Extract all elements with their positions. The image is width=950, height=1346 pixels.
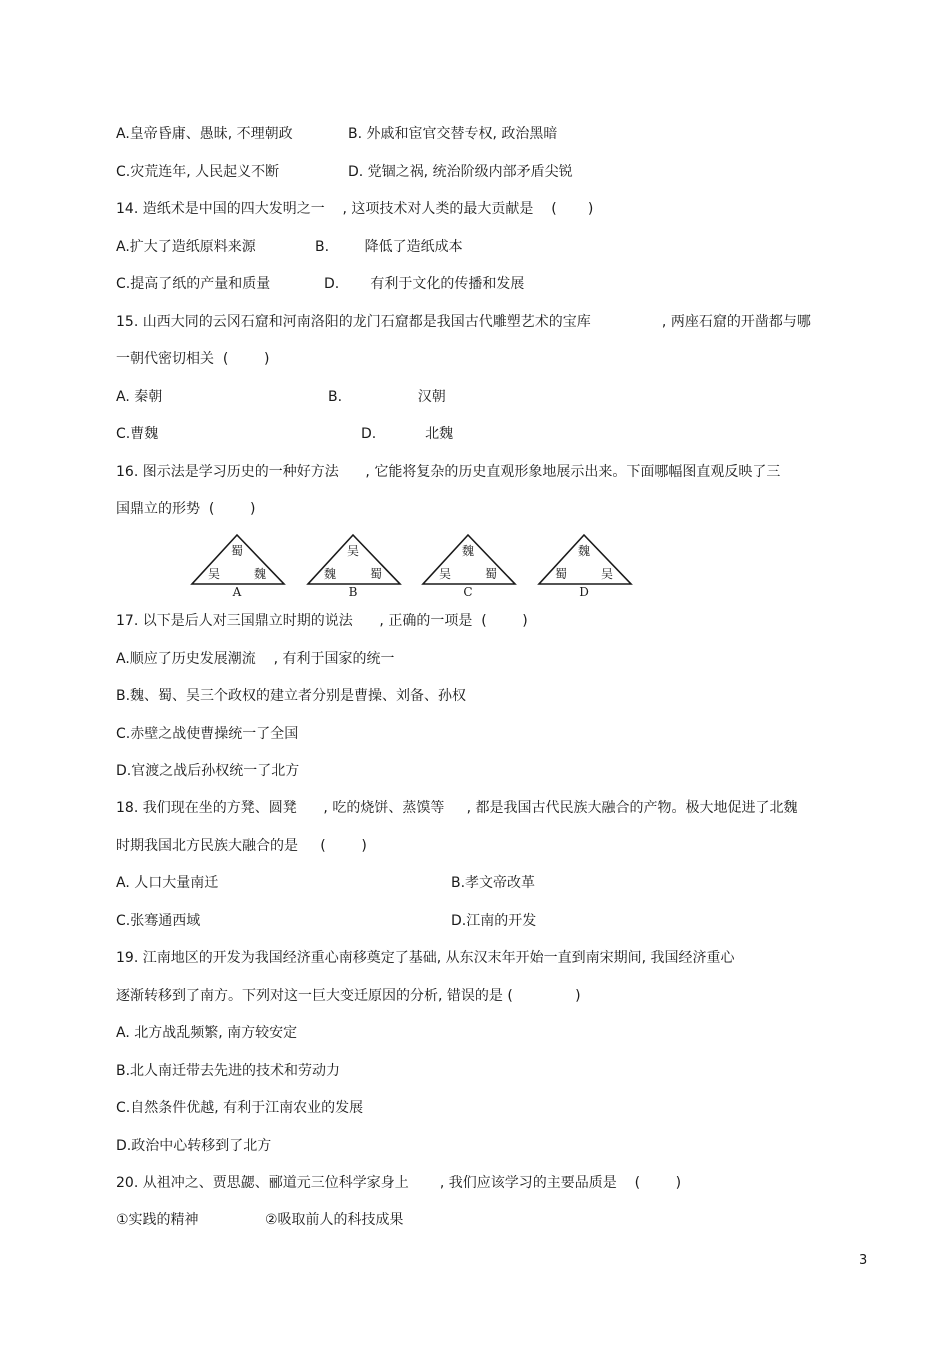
q20-item-2: ②吸取前人的科技成果: [265, 1212, 404, 1228]
three-kingdoms-triangle-diagrams: [190, 533, 640, 599]
triangle-b-top: 吴: [346, 544, 360, 558]
q16-stem-line1: 16. 图示法是学习历史的一种好方法 , 它能将复杂的历史直观形象地展示出来。下面哪幅图直观反映了三: [116, 464, 781, 480]
q17-stem: 17. 以下是后人对三国鼎立时期的说法 , 正确的一项是 ( ): [116, 613, 528, 629]
q15-option-b: B. 汉朝: [328, 389, 446, 405]
triangle-b-label: B: [348, 585, 358, 599]
q19-stem-line1: 19. 江南地区的开发为我国经济重心南移奠定了基础, 从东汉末年开始一直到南宋期间, 我国经济重心: [116, 950, 735, 966]
triangle-b-left: 魏: [323, 567, 337, 581]
triangle-option-a: [192, 535, 284, 599]
triangle-b-right: 蜀: [369, 567, 383, 581]
q19-option-d: D.政治中心转移到了北方: [116, 1138, 272, 1154]
triangle-c-top: 魏: [461, 544, 475, 558]
q19-option-b: B.北人南迁带去先进的技术和劳动力: [116, 1063, 341, 1079]
q16-stem-line2: 国鼎立的形势 ( ): [116, 501, 256, 517]
triangle-c-right: 蜀: [484, 567, 498, 581]
q14-option-d: D. 有利于文化的传播和发展: [324, 276, 525, 292]
page-number: 3: [859, 1253, 868, 1268]
q18-stem-line2: 时期我国北方民族大融合的是 ( ): [116, 838, 367, 854]
triangle-c-label: C: [463, 585, 473, 599]
triangle-option-b: [308, 535, 400, 599]
triangle-a-left: 吴: [207, 567, 221, 581]
q19-stem-line2: 逐渐转移到了南方。下列对这一巨大变迁原因的分析, 错误的是 ( ): [116, 988, 581, 1004]
triangle-a-label: A: [232, 585, 242, 599]
triangle-a-top: 蜀: [230, 544, 244, 558]
triangle-d-left: 蜀: [554, 567, 568, 581]
q18-option-a: A. 人口大量南迁: [116, 875, 219, 891]
triangle-option-c: [423, 535, 515, 599]
triangle-option-d: [539, 535, 631, 599]
q14-option-c: C.提高了纸的产量和质量: [116, 276, 271, 292]
q13-option-c: C.灾荒连年, 人民起义不断: [116, 164, 280, 180]
q19-option-a: A. 北方战乱频繁, 南方较安定: [116, 1025, 298, 1041]
q18-option-d: D.江南的开发: [451, 913, 537, 929]
q18-stem-line1: 18. 我们现在坐的方凳、圆凳 , 吃的烧饼、蒸馍等 , 都是我国古代民族大融合的产物。极大地促进了北魏: [116, 800, 798, 816]
q20-item-1: ①实践的精神: [116, 1212, 199, 1228]
q15-option-c: C.曹魏: [116, 426, 159, 442]
q14-stem: 14. 造纸术是中国的四大发明之一 , 这项技术对人类的最大贡献是 ( ): [116, 201, 594, 217]
q17-option-d: D.官渡之战后孙权统一了北方: [116, 763, 300, 779]
q14-option-b: B. 降低了造纸成本: [315, 239, 463, 255]
q19-option-c: C.自然条件优越, 有利于江南农业的发展: [116, 1100, 364, 1116]
q13-option-d: D. 党锢之祸, 统治阶级内部矛盾尖锐: [348, 164, 573, 180]
q15-option-a: A. 秦朝: [116, 389, 163, 405]
triangle-d-top: 魏: [577, 544, 591, 558]
triangle-c-left: 吴: [438, 567, 452, 581]
q14-option-a: A.扩大了造纸原料来源: [116, 239, 256, 255]
q17-option-b: B.魏、蜀、吴三个政权的建立者分别是曹操、刘备、孙权: [116, 688, 467, 704]
triangle-d-right: 吴: [600, 567, 614, 581]
q13-option-a: A.皇帝昏庸、愚昧, 不理朝政: [116, 126, 293, 142]
q17-option-a: A.顺应了历史发展潮流 , 有利于国家的统一: [116, 651, 395, 667]
q18-option-c: C.张骞通西域: [116, 913, 201, 929]
q15-stem-line1: 15. 山西大同的云冈石窟和河南洛阳的龙门石窟都是我国古代雕塑艺术的宝库 , 两座石窟的开凿都与哪: [116, 314, 811, 330]
q15-option-d: D. 北魏: [361, 426, 454, 442]
q15-stem-line2: 一朝代密切相关 ( ): [116, 351, 270, 367]
q20-stem: 20. 从祖冲之、贾思勰、郦道元三位科学家身上 , 我们应该学习的主要品质是 ( ): [116, 1175, 682, 1191]
q17-option-c: C.赤壁之战使曹操统一了全国: [116, 726, 299, 742]
q18-option-b: B.孝文帝改革: [451, 875, 536, 891]
q13-option-b: B. 外戚和宦官交替专权, 政治黑暗: [348, 126, 558, 142]
triangle-a-right: 魏: [253, 567, 267, 581]
triangle-d-label: D: [579, 585, 589, 599]
